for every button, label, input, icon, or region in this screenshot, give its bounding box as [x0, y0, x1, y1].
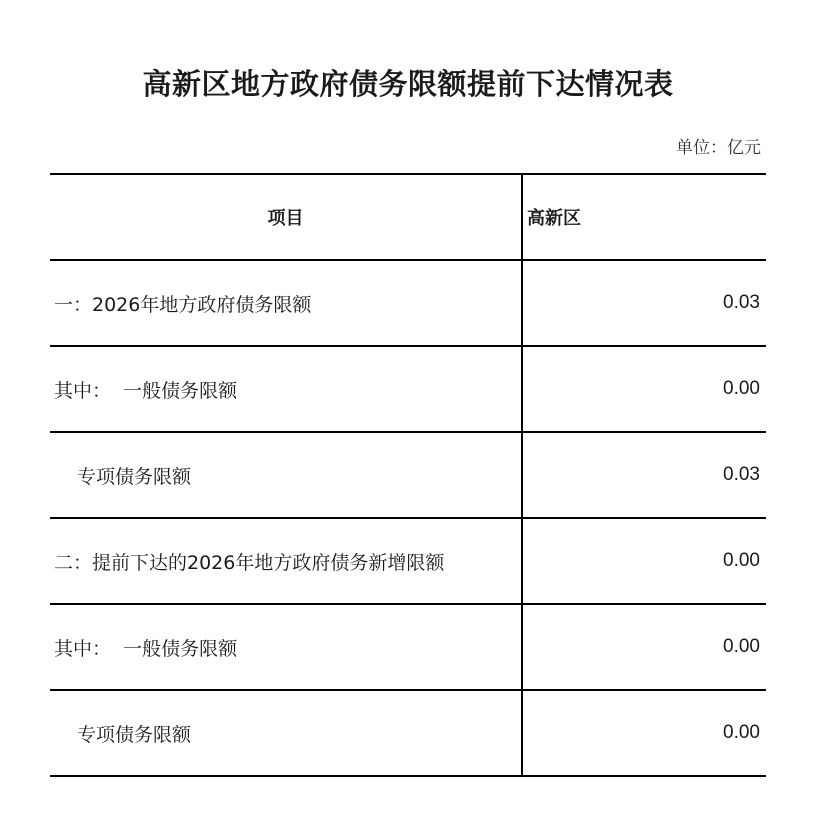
row-label: 一：2026年地方政府债务限额 — [50, 261, 523, 345]
row-label: 其中： 一般债务限额 — [50, 605, 523, 689]
row-value: 0.00 — [723, 378, 760, 399]
table-header-row — [50, 175, 766, 261]
table-row — [50, 691, 766, 777]
limit-table — [50, 173, 766, 777]
row-label: 专项债务限额 — [50, 433, 523, 517]
page-title: 高新区地方政府债务限额提前下达情况表 — [142, 67, 674, 101]
row-label: 专项债务限额 — [50, 691, 523, 775]
header-region: 高新区 — [527, 208, 581, 229]
row-value: 0.00 — [723, 722, 760, 743]
table-row — [50, 519, 766, 605]
row-value: 0.03 — [723, 464, 760, 485]
row-label: 二：提前下达的2026年地方政府债务新增限额 — [50, 519, 523, 603]
row-value: 0.00 — [723, 636, 760, 657]
row-label: 其中： 一般债务限额 — [50, 347, 523, 431]
table-row — [50, 261, 766, 347]
table-row — [50, 605, 766, 691]
row-value: 0.00 — [723, 550, 760, 571]
unit-label: 单位：亿元 — [676, 138, 761, 158]
table-row — [50, 433, 766, 519]
table-row — [50, 347, 766, 433]
row-value: 0.03 — [723, 292, 760, 313]
header-item: 项目 — [50, 175, 523, 259]
